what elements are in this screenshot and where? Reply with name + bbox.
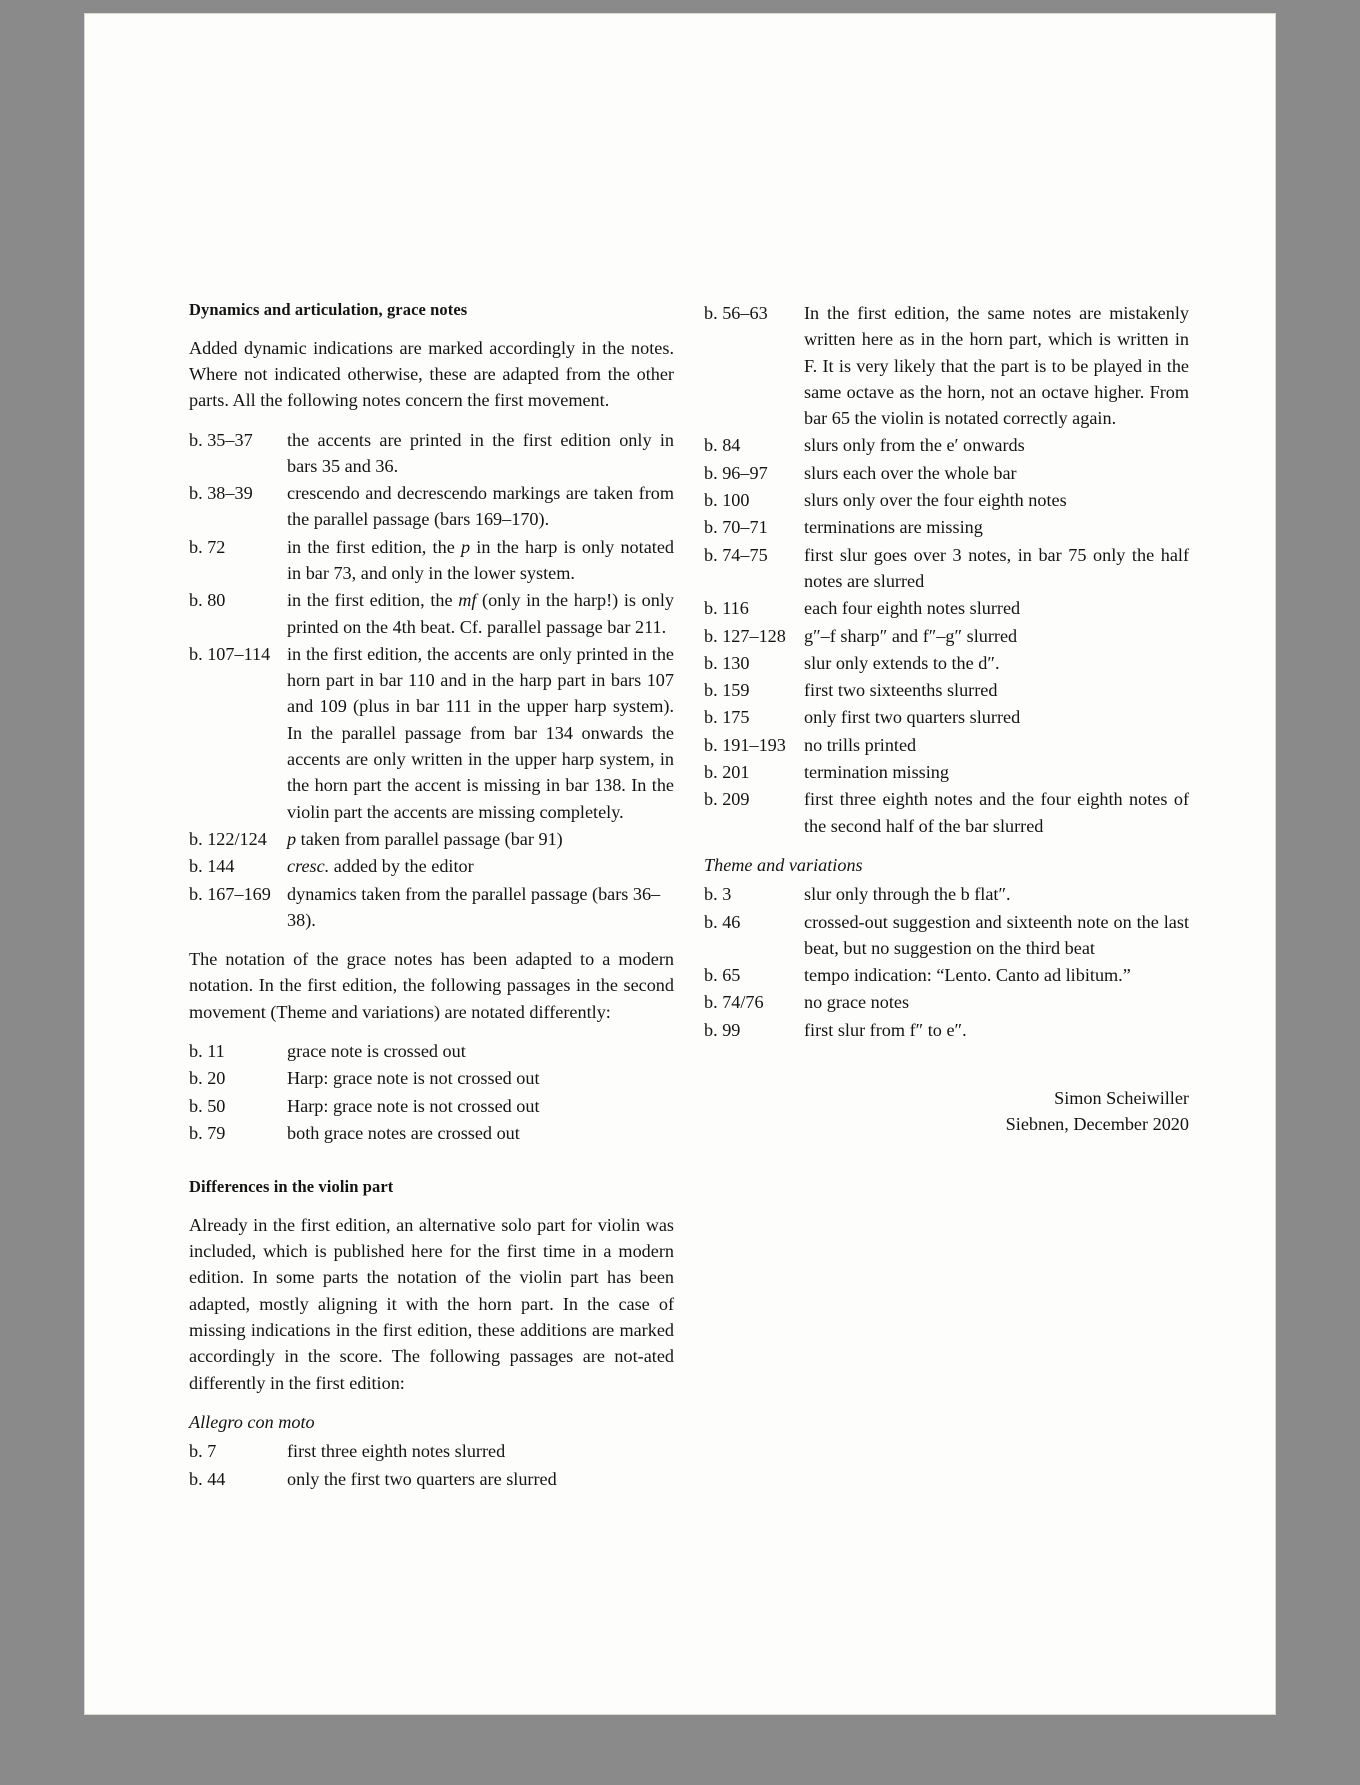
bar-description: slurs each over the whole bar bbox=[804, 462, 1017, 483]
bar-label: b. 122/124 bbox=[189, 828, 267, 849]
entry-list-theme-variations bbox=[704, 881, 1189, 1043]
entry-b-175 bbox=[704, 704, 1189, 730]
entry-theme-b-46 bbox=[704, 909, 1189, 962]
bar-label: b. 20 bbox=[189, 1068, 226, 1089]
bar-description: termination missing bbox=[804, 762, 949, 783]
entry-b-159 bbox=[704, 677, 1189, 703]
entry-theme-b-3 bbox=[704, 881, 1189, 907]
two-column-layout bbox=[189, 300, 1189, 1505]
document-page bbox=[85, 14, 1275, 1714]
bar-description: first three eighth notes and the four eighth notes of the second half of the bar slurred bbox=[804, 789, 1189, 836]
entry-list-allegro bbox=[189, 1438, 674, 1492]
entry-b-167-169 bbox=[189, 881, 674, 934]
entry-b-209 bbox=[704, 786, 1189, 839]
entry-list-allegro-continued bbox=[704, 300, 1189, 839]
entry-b-56-63 bbox=[704, 300, 1189, 431]
bar-description bbox=[287, 853, 674, 879]
bar-label: b. 100 bbox=[704, 490, 750, 511]
bar-label: b. 46 bbox=[704, 911, 741, 932]
signature-place-date: Siebnen, December 2020 bbox=[1005, 1114, 1189, 1135]
entry-list-grace-notes bbox=[189, 1038, 674, 1146]
entry-b-44 bbox=[189, 1466, 674, 1492]
bar-label: b. 191–193 bbox=[704, 734, 786, 755]
dynamic-marking: p bbox=[460, 536, 471, 557]
dynamic-marking: p bbox=[287, 828, 297, 849]
bar-label: b. 79 bbox=[189, 1122, 226, 1143]
entry-theme-b-99 bbox=[704, 1017, 1189, 1043]
grace-notes-paragraph: The notation of the grace notes has been adapted to a modern notation. In the first edition, the following passages in the second movement (Theme and variations) are notated differently: bbox=[189, 949, 674, 1022]
entry-b-116 bbox=[704, 595, 1189, 621]
entry-b-70-71 bbox=[704, 514, 1189, 540]
bar-label: b. 74–75 bbox=[704, 544, 768, 565]
section-heading-dynamics: Dynamics and articulation, grace notes bbox=[189, 300, 468, 319]
bar-description bbox=[287, 826, 674, 852]
bar-description: first slur goes over 3 notes, in bar 75 only the half notes are slurred bbox=[804, 544, 1189, 591]
violin-paragraph: Already in the first edition, an alternative solo part for violin was included, which is published here for the first time in a modern edition. In some parts the notation of the violin part has been adapted, mostly aligning it with the horn part. In the case of missing indications in the first edition, these additions are marked accordingly in the score. The following passages are not-ated differently in the first edition: bbox=[189, 1214, 674, 1393]
bar-description: slur only through the b flat″. bbox=[804, 884, 1011, 905]
right-column bbox=[704, 300, 1189, 1505]
bar-description: terminations are missing bbox=[804, 517, 983, 538]
entry-list-first-movement bbox=[189, 427, 674, 934]
desc-text-pre: in the first edition, the bbox=[287, 590, 459, 611]
bar-description bbox=[287, 534, 674, 587]
dynamic-marking: cresc. bbox=[287, 856, 330, 877]
entry-b-50 bbox=[189, 1093, 674, 1119]
bar-label: b. 65 bbox=[704, 965, 741, 986]
bar-label: b. 167–169 bbox=[189, 883, 271, 904]
left-column bbox=[189, 300, 674, 1505]
bar-description: only first two quarters slurred bbox=[804, 707, 1021, 728]
bar-description: Harp: grace note is not crossed out bbox=[287, 1095, 540, 1116]
bar-description: grace note is crossed out bbox=[287, 1041, 466, 1062]
entry-b-100 bbox=[704, 487, 1189, 513]
bar-label: b. 209 bbox=[704, 789, 750, 810]
bar-label: b. 127–128 bbox=[704, 625, 786, 646]
entry-b-79 bbox=[189, 1120, 674, 1146]
subheading-allegro-con-moto: Allegro con moto bbox=[189, 1411, 315, 1432]
entry-b-130 bbox=[704, 650, 1189, 676]
bar-description: first slur from f″ to e″. bbox=[804, 1019, 967, 1040]
editor-signature bbox=[704, 1085, 1189, 1138]
bar-label: b. 44 bbox=[189, 1468, 226, 1489]
entry-b-38-39 bbox=[189, 480, 674, 533]
entry-b-11 bbox=[189, 1038, 674, 1064]
bar-label: b. 70–71 bbox=[704, 517, 768, 538]
bar-description: In the first edition, the same notes are mistakenly written here as in the horn part, which is written in F. It is very likely that the part is to be played in the same octave as the horn, not an octave higher. From bar 65 the violin is notated correctly again. bbox=[804, 303, 1189, 429]
bar-label: b. 35–37 bbox=[189, 429, 253, 450]
bar-label: b. 11 bbox=[189, 1041, 225, 1062]
entry-b-80 bbox=[189, 587, 674, 640]
desc-text-post: added by the editor bbox=[329, 856, 474, 877]
entry-b-144 bbox=[189, 853, 674, 879]
bar-description: no trills printed bbox=[804, 734, 917, 755]
entry-b-122-124 bbox=[189, 826, 674, 852]
desc-text-pre: in the first edition, the bbox=[287, 536, 461, 557]
bar-description: first two sixteenths slurred bbox=[804, 680, 998, 701]
bar-label: b. 84 bbox=[704, 435, 741, 456]
bar-description: slur only extends to the d″. bbox=[804, 652, 1000, 673]
bar-label: b. 96–97 bbox=[704, 462, 768, 483]
entry-b-127-128 bbox=[704, 623, 1189, 649]
desc-text-post: taken from parallel passage (bar 91) bbox=[296, 828, 563, 849]
bar-label: b. 56–63 bbox=[704, 303, 768, 323]
bar-label: b. 3 bbox=[704, 884, 732, 905]
bar-description: the accents are printed in the first edition only in bars 35 and 36. bbox=[287, 429, 674, 476]
entry-b-35-37 bbox=[189, 427, 674, 480]
bar-description: tempo indication: “Lento. Canto ad libitum.” bbox=[804, 965, 1131, 986]
bar-label: b. 74/76 bbox=[704, 992, 764, 1013]
bar-label: b. 130 bbox=[704, 652, 750, 673]
bar-description: crossed-out suggestion and sixteenth note on the last beat, but no suggestion on the third beat bbox=[804, 911, 1189, 958]
bar-label: b. 201 bbox=[704, 762, 750, 783]
bar-description: first three eighth notes slurred bbox=[287, 1441, 506, 1462]
bar-label: b. 80 bbox=[189, 590, 226, 611]
section-heading-violin: Differences in the violin part bbox=[189, 1177, 394, 1197]
bar-label: b. 175 bbox=[704, 707, 750, 728]
bar-description: dynamics taken from the parallel passage (bars 36–38). bbox=[287, 883, 661, 930]
bar-label: b. 7 bbox=[189, 1441, 217, 1462]
entry-theme-b-74-76 bbox=[704, 989, 1189, 1015]
subheading-theme-and-variations: Theme and variations bbox=[704, 854, 863, 875]
bar-description: slurs only from the e′ onwards bbox=[804, 435, 1025, 456]
entry-b-191-193 bbox=[704, 732, 1189, 758]
bar-label: b. 107–114 bbox=[189, 643, 271, 664]
bar-label: b. 50 bbox=[189, 1095, 226, 1116]
entry-b-107-114 bbox=[189, 641, 674, 825]
bar-label: b. 72 bbox=[189, 536, 226, 557]
bar-description: slurs only over the four eighth notes bbox=[804, 490, 1067, 511]
bar-description: crescendo and decrescendo markings are taken from the parallel passage (bars 169–170). bbox=[287, 483, 674, 530]
bar-label: b. 116 bbox=[704, 598, 749, 619]
entry-b-20 bbox=[189, 1065, 674, 1091]
bar-description: both grace notes are crossed out bbox=[287, 1122, 520, 1143]
intro-paragraph: Added dynamic indications are marked accordingly in the notes. Where not indicated otherwise, these are adapted from the other parts. All the following notes concern the first movement. bbox=[189, 337, 674, 411]
bar-label: b. 38–39 bbox=[189, 483, 253, 504]
bar-description bbox=[287, 587, 674, 640]
bar-description: Harp: grace note is not crossed out bbox=[287, 1068, 540, 1089]
entry-b-84 bbox=[704, 432, 1189, 458]
bar-description: in the first edition, the accents are only printed in the horn part in bar 110 and in the harp part in bars 107 and 109 (plus in bar 111 in the upper harp system). In the parallel passage from bar 134 onwards the accents are only written in the upper harp system, in the horn part the accent is missing in bar 138. In the violin part the accents are missing completely. bbox=[287, 643, 674, 822]
bar-description: no grace notes bbox=[804, 992, 910, 1013]
signature-name: Simon Scheiwiller bbox=[1054, 1088, 1189, 1109]
entry-theme-b-65 bbox=[704, 962, 1189, 988]
dynamic-marking: mf bbox=[458, 590, 477, 611]
bar-label: b. 144 bbox=[189, 856, 235, 877]
entry-b-72 bbox=[189, 534, 674, 587]
entry-b-201 bbox=[704, 759, 1189, 785]
bar-label: b. 99 bbox=[704, 1019, 741, 1040]
bar-label: b. 159 bbox=[704, 680, 750, 701]
entry-b-74-75 bbox=[704, 542, 1189, 595]
desc-text-post: in the harp is only notated in bar 73, and only in the lower system. bbox=[287, 536, 674, 583]
bar-description: each four eighth notes slurred bbox=[804, 598, 1021, 619]
bar-description: g″–f sharp″ and f″–g″ slurred bbox=[804, 625, 1018, 646]
bar-description: only the first two quarters are slurred bbox=[287, 1468, 557, 1489]
entry-b-7 bbox=[189, 1438, 674, 1464]
desc-text-post: (only in the harp!) is only printed on the 4th beat. Cf. parallel passage bar 211. bbox=[287, 590, 674, 637]
entry-b-96-97 bbox=[704, 460, 1189, 486]
